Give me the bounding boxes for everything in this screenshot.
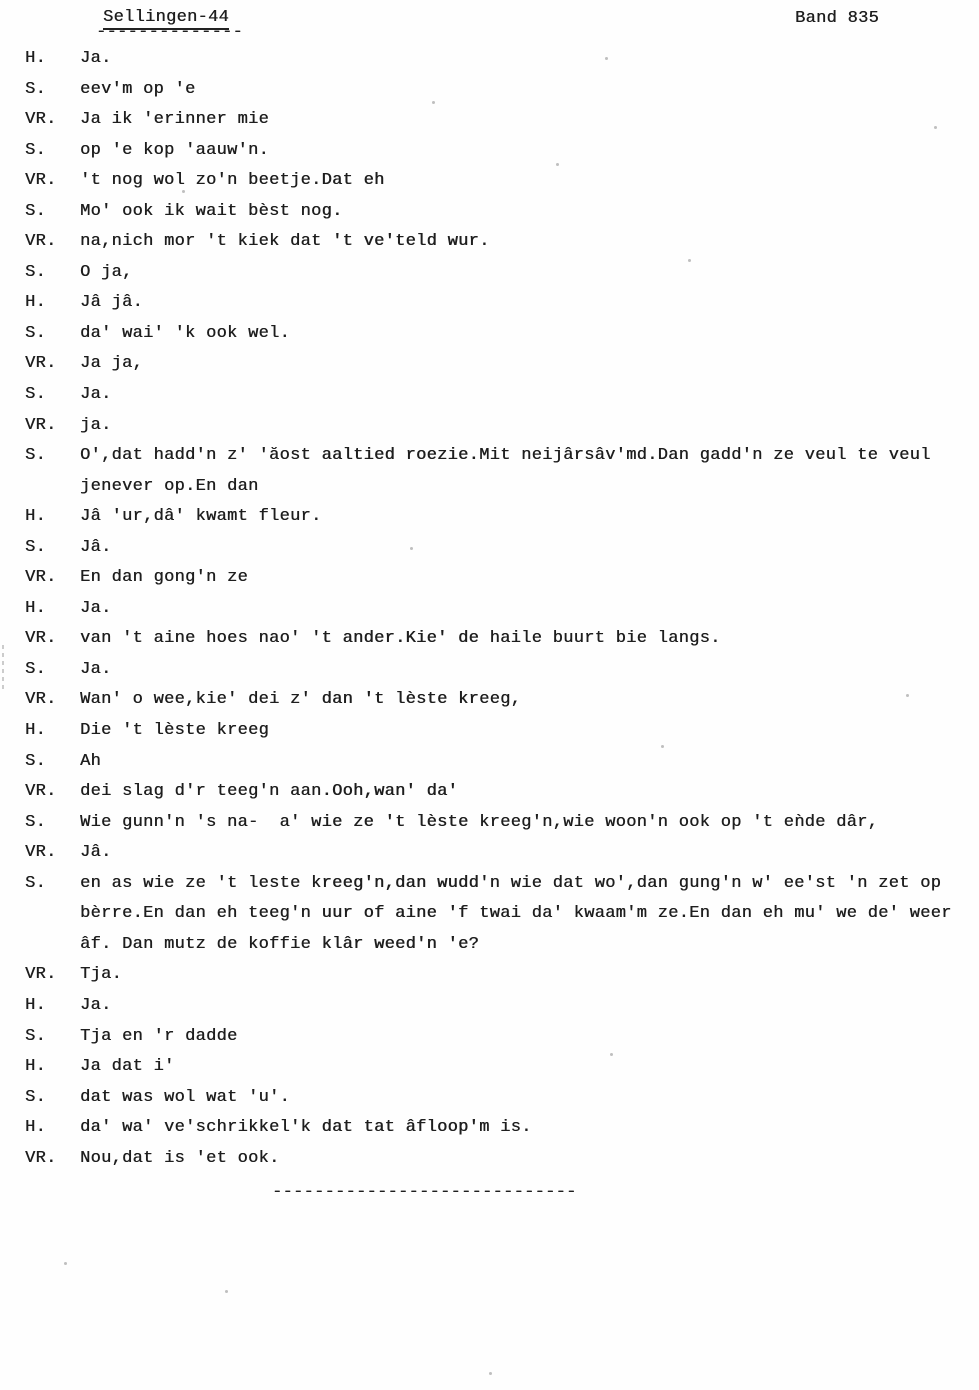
speaker-label: H.	[25, 721, 47, 741]
dialogue-line: Ja.	[80, 385, 112, 405]
dialogue-row	[25, 960, 975, 991]
dialogue-line: Ja.	[80, 49, 112, 68]
dialogue-text	[80, 502, 975, 533]
dialogue-text	[80, 685, 975, 716]
dialogue-row	[25, 655, 975, 686]
dialogue-text	[80, 44, 975, 75]
speaker-label: H.	[25, 49, 47, 68]
dialogue-row	[25, 808, 975, 839]
dialogue-line: bèrre.En dan eh teeg'n uur of aine 'f twai da' kwaam'm ze.En dan eh mu' we de' weer	[80, 904, 952, 924]
speaker-label: VR.	[25, 843, 57, 863]
speaker-label: VR.	[25, 782, 57, 802]
dialogue-line: Ja.	[80, 995, 112, 1015]
speaker-label: VR.	[25, 171, 57, 191]
dialogue-text	[80, 777, 975, 808]
dialogue-line: Ja ja,	[80, 354, 144, 374]
dialogue-row	[25, 44, 975, 75]
speaker-label: VR.	[25, 415, 57, 435]
title-underline-dashes: --------------	[96, 23, 244, 42]
speaker-label: S.	[25, 140, 47, 160]
dialogue-row	[25, 227, 975, 258]
dialogue-line: en as wie ze 't leste kreeg'n,dan wudd'n wie dat wo',dan gung'n w' ee'st 'n zet op	[80, 873, 942, 893]
dialogue-row	[25, 533, 975, 564]
dialogue-row	[25, 685, 975, 716]
dialogue-text	[80, 288, 975, 319]
speaker-label: S.	[25, 537, 47, 557]
dialogue-line: Ah	[80, 751, 102, 771]
scan-speck	[64, 1262, 67, 1265]
dialogue-line: dat was wol wat 'u'.	[80, 1087, 291, 1107]
dialogue-line: O ja,	[80, 262, 133, 282]
speaker-label: H.	[25, 598, 47, 618]
dialogue-text	[80, 1052, 975, 1083]
dialogue-row	[25, 441, 975, 502]
dialogue-line: Ja.	[80, 598, 112, 618]
scan-speck	[489, 1372, 492, 1375]
dialogue-line: da' wai' 'k ook wel.	[80, 323, 291, 343]
dialogue-text	[80, 991, 975, 1022]
speaker-label: VR.	[25, 568, 57, 588]
dialogue-line: da' wa' ve'schrikkel'k dat tat âfloop'm is.	[80, 1118, 532, 1138]
speaker-label: VR.	[25, 354, 57, 374]
scan-speck	[610, 1053, 613, 1056]
dialogue-text	[80, 105, 975, 136]
dialogue-line: Tja en 'r dadde	[80, 1026, 238, 1046]
speaker-label: S.	[25, 873, 47, 893]
dialogue-text	[80, 838, 975, 869]
dialogue-text	[80, 533, 975, 564]
speaker-label: H.	[25, 1118, 47, 1138]
speaker-label: S.	[25, 79, 47, 99]
dialogue-text	[80, 166, 975, 197]
speaker-label: H.	[25, 293, 47, 313]
dialogue-row	[25, 502, 975, 533]
dialogue-text	[80, 563, 975, 594]
dialogue-row	[25, 991, 975, 1022]
speaker-label: S.	[25, 1087, 47, 1107]
dialogue-row	[25, 594, 975, 625]
dialogue-text	[80, 624, 975, 655]
speaker-label: VR.	[25, 1148, 57, 1168]
scan-speck	[556, 163, 559, 166]
dialogue-row	[25, 258, 975, 289]
speaker-label: S.	[25, 1026, 47, 1046]
dialogue-transcript	[25, 44, 975, 1174]
dialogue-text	[80, 349, 975, 380]
dialogue-row	[25, 1113, 975, 1144]
scan-speck	[225, 1290, 228, 1293]
dialogue-line: âf. Dan mutz de koffie klâr weed'n 'e?	[80, 934, 480, 954]
dialogue-line: eev'm op 'e	[80, 79, 196, 99]
speaker-label: S.	[25, 385, 47, 405]
dialogue-text	[80, 1022, 975, 1053]
scan-speck	[605, 57, 608, 60]
dialogue-text	[80, 227, 975, 258]
scan-speck	[688, 259, 691, 262]
page-title: Sellingen-44	[103, 8, 229, 30]
scan-speck	[182, 190, 185, 193]
speaker-label: VR.	[25, 629, 57, 649]
dialogue-line: Ja.	[80, 659, 112, 679]
speaker-label: VR.	[25, 690, 57, 710]
dialogue-line: Jâ.	[80, 537, 112, 557]
dialogue-row	[25, 1144, 975, 1175]
dialogue-line: En dan gong'n ze	[80, 568, 249, 588]
dialogue-row	[25, 624, 975, 655]
dialogue-text	[80, 869, 975, 961]
dialogue-row	[25, 136, 975, 167]
speaker-label: S.	[25, 659, 47, 679]
dialogue-line: na,nich mor 't kiek dat 't ve'teld wur.	[80, 232, 490, 252]
dialogue-line: Jâ.	[80, 843, 112, 863]
scan-speck	[934, 126, 937, 129]
dialogue-text	[80, 655, 975, 686]
dialogue-text	[80, 1113, 975, 1144]
end-separator: -----------------------------	[272, 1183, 577, 1202]
dialogue-line: Die 't lèste kreeg	[80, 721, 270, 741]
speaker-label: H.	[25, 507, 47, 527]
dialogue-line: Wan' o wee,kie' dei z' dan 't lèste kreeg,	[80, 690, 522, 710]
dialogue-text	[80, 716, 975, 747]
dialogue-line: Jâ 'ur,dâ' kwamt fleur.	[80, 507, 322, 527]
dialogue-line: Ja dat i'	[80, 1057, 175, 1077]
dialogue-row	[25, 288, 975, 319]
dialogue-row	[25, 747, 975, 778]
dialogue-line: Mo' ook ik wait bèst nog.	[80, 201, 343, 221]
dialogue-text	[80, 441, 975, 502]
dialogue-text	[80, 258, 975, 289]
dialogue-text	[80, 136, 975, 167]
dialogue-text	[80, 747, 975, 778]
dialogue-text	[80, 75, 975, 106]
dialogue-row	[25, 411, 975, 442]
dialogue-row	[25, 838, 975, 869]
speaker-label: VR.	[25, 232, 57, 252]
speaker-label: S.	[25, 751, 47, 771]
speaker-label: H.	[25, 1057, 47, 1077]
dialogue-text	[80, 1144, 975, 1175]
scan-speck	[410, 547, 413, 550]
dialogue-text	[80, 411, 975, 442]
speaker-label: VR.	[25, 965, 57, 985]
speaker-label: S.	[25, 446, 47, 466]
dialogue-row	[25, 1052, 975, 1083]
dialogue-text	[80, 380, 975, 411]
speaker-label: S.	[25, 262, 47, 282]
dialogue-line: 't nog wol zo'n beetje.Dat eh	[80, 171, 385, 191]
dialogue-row	[25, 716, 975, 747]
dialogue-row	[25, 166, 975, 197]
scan-speck	[432, 101, 435, 104]
dialogue-row	[25, 380, 975, 411]
dialogue-text	[80, 594, 975, 625]
speaker-label: H.	[25, 995, 47, 1015]
dialogue-line: ja.	[80, 415, 112, 435]
dialogue-text	[80, 197, 975, 228]
dialogue-row	[25, 349, 975, 380]
dialogue-row	[25, 777, 975, 808]
scan-speck	[661, 745, 664, 748]
dialogue-text	[80, 960, 975, 991]
dialogue-row	[25, 869, 975, 961]
dialogue-text	[80, 808, 975, 839]
dialogue-line: Wie gunn'n 's na- a' wie ze 't lèste kreeg'n,wie woon'n ook op 't eǹde dâr,	[80, 812, 879, 832]
dialogue-row	[25, 105, 975, 136]
speaker-label: S.	[25, 201, 47, 221]
dialogue-row	[25, 197, 975, 228]
dialogue-line: Tja.	[80, 965, 123, 985]
dialogue-line: O',dat hadd'n z' 'ăost aaltied roezie.Mit neijârsâv'md.Dan gadd'n ze veul te veul	[80, 446, 931, 466]
dialogue-line: Ja ik 'erinner mie	[80, 110, 270, 130]
scan-edge-artifact	[2, 645, 4, 693]
dialogue-line: Nou,dat is 'et ook.	[80, 1148, 280, 1168]
dialogue-row	[25, 1083, 975, 1114]
speaker-label: VR.	[25, 110, 57, 130]
dialogue-text	[80, 319, 975, 350]
speaker-label: S.	[25, 812, 47, 832]
dialogue-row	[25, 1022, 975, 1053]
dialogue-line: Jâ jâ.	[80, 293, 144, 313]
dialogue-row	[25, 75, 975, 106]
dialogue-line: dei slag d'r teeg'n aan.Ooh,wan' da'	[80, 782, 459, 802]
speaker-label: S.	[25, 323, 47, 343]
dialogue-line: jenever op.En dan	[80, 476, 259, 496]
dialogue-text	[80, 1083, 975, 1114]
dialogue-row	[25, 319, 975, 350]
dialogue-line: van 't aine hoes nao' 't ander.Kie' de haile buurt bie langs.	[80, 629, 721, 649]
dialogue-row	[25, 563, 975, 594]
dialogue-line: op 'e kop 'aauw'n.	[80, 140, 270, 160]
scan-speck	[906, 694, 909, 697]
band-number-label: Band 835	[795, 9, 880, 28]
